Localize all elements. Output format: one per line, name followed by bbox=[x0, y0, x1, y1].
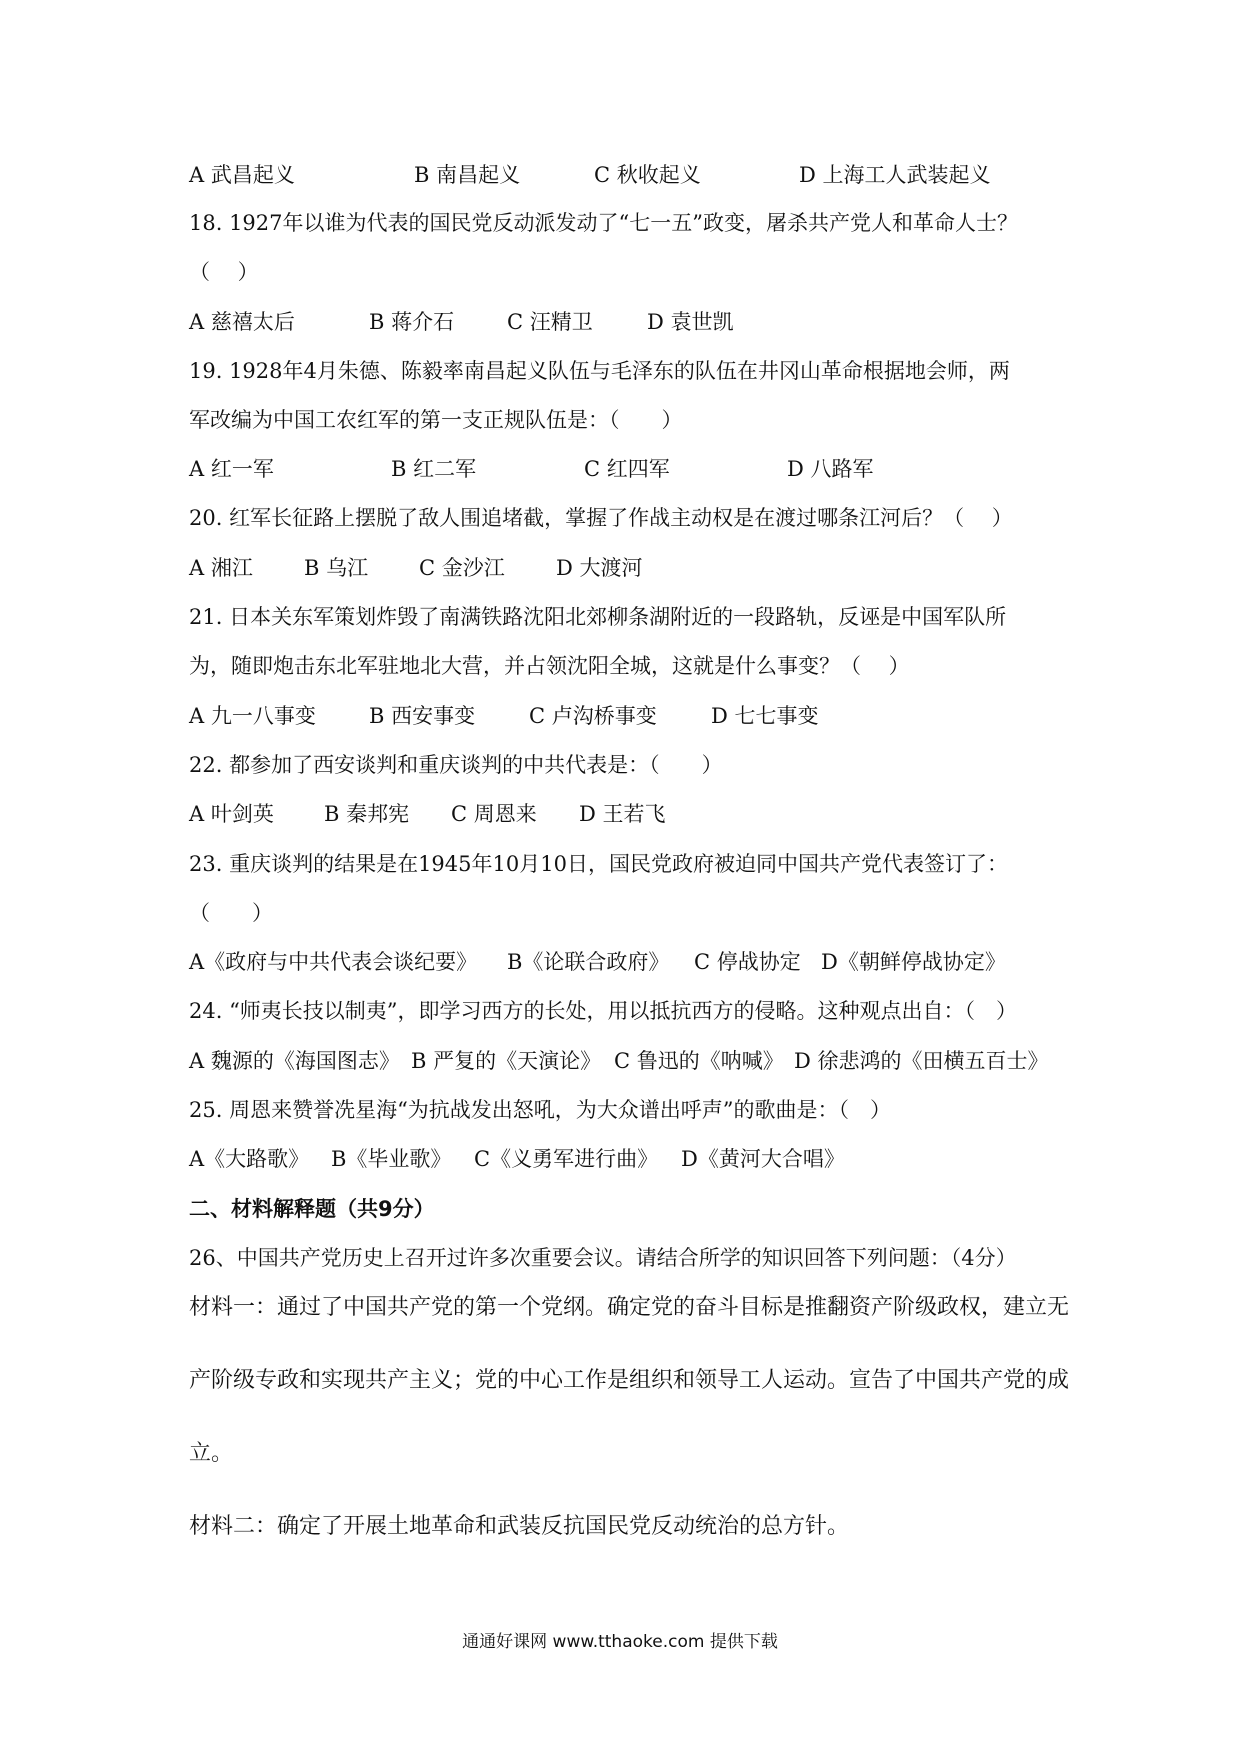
q25-question: 25. 周恩来赞誉冼星海“为抗战发出怒吼，为大众谱出呼声”的歌曲是：（ ） bbox=[189, 1098, 892, 1122]
q19-question-cont: 军改编为中国工农红军的第一支正规队伍是：（ ） bbox=[189, 408, 683, 432]
q23-option-c: C 停战协定 bbox=[694, 950, 801, 974]
q19-option-c: C 红四军 bbox=[584, 457, 670, 481]
q20-option-b: B 乌江 bbox=[304, 556, 369, 580]
q23-option-d: D《朝鲜停战协定》 bbox=[821, 950, 1006, 974]
q17-option-c: C 秋收起义 bbox=[594, 163, 701, 187]
q26-question: 26、中国共产党历史上召开过许多次重要会议。请结合所学的知识回答下列问题：（4分） bbox=[189, 1246, 1017, 1270]
material-1-line-3: 立。 bbox=[189, 1441, 234, 1466]
q22-option-b: B 秦邦宪 bbox=[324, 802, 410, 826]
q22-option-a: A 叶剑英 bbox=[189, 802, 274, 826]
q24-option-d: D 徐悲鸿的《田横五百士》 bbox=[794, 1049, 1049, 1073]
q18-option-b: B 蒋介石 bbox=[369, 310, 455, 334]
q18-answer-blank: （ ） bbox=[189, 260, 259, 284]
q22-question: 22. 都参加了西安谈判和重庆谈判的中共代表是：（ ） bbox=[189, 753, 723, 777]
q21-question-cont: 为，随即炮击东北军驻地北大营，并占领沈阳全城，这就是什么事变？（ ） bbox=[189, 654, 910, 678]
q21-option-d: D 七七事变 bbox=[711, 704, 819, 728]
q24-question: 24. “师夷长技以制夷”，即学习西方的长处，用以抵抗西方的侵略。这种观点出自：（ ） bbox=[189, 999, 1018, 1023]
q25-option-b: B《毕业歌》 bbox=[331, 1147, 452, 1171]
q19-option-d: D 八路军 bbox=[787, 457, 874, 481]
q18-question: 18. 1927年以谁为代表的国民党反动派发动了“七一五”政变，屠杀共产党人和革命人士？ bbox=[189, 211, 1018, 235]
q24-option-a: A 魏源的《海国图志》 bbox=[189, 1049, 400, 1073]
q25-option-c: C《义勇军进行曲》 bbox=[474, 1147, 659, 1171]
q22-option-d: D 王若飞 bbox=[579, 802, 666, 826]
q22-option-c: C 周恩来 bbox=[451, 802, 537, 826]
q23-question: 23. 重庆谈判的结果是在1945年10月10日，国民党政府被迫同中国共产党代表签订了： bbox=[189, 852, 1008, 876]
q23-option-a: A《政府与中共代表会谈纪要》 bbox=[189, 950, 478, 974]
footer-watermark: 通通好课网 www.tthaoke.com 提供下载 bbox=[462, 1632, 778, 1652]
q20-question: 20. 红军长征路上摆脱了敌人围追堵截，掌握了作战主动权是在渡过哪条江河后？（ ） bbox=[189, 506, 1013, 530]
q20-option-a: A 湘江 bbox=[189, 556, 253, 580]
material-1-line-1: 材料一：通过了中国共产党的第一个党纲。确定党的奋斗目标是推翻资产阶级政权，建立无 bbox=[189, 1295, 1070, 1320]
q23-answer-blank: （ ） bbox=[189, 901, 273, 925]
q24-option-b: B 严复的《天演论》 bbox=[411, 1049, 602, 1073]
q19-option-b: B 红二军 bbox=[391, 457, 477, 481]
section-title: 二、材料解释题（共9分） bbox=[189, 1197, 435, 1221]
q21-option-b: B 西安事变 bbox=[369, 704, 476, 728]
q19-option-a: A 红一军 bbox=[189, 457, 274, 481]
q23-option-b: B《论联合政府》 bbox=[507, 950, 670, 974]
q21-question: 21. 日本关东军策划炸毁了南满铁路沈阳北郊柳条湖附近的一段路轨，反诬是中国军队所 bbox=[189, 605, 1007, 629]
q24-option-c: C 鲁迅的《呐喊》 bbox=[614, 1049, 784, 1073]
q20-option-c: C 金沙江 bbox=[419, 556, 505, 580]
q18-option-a: A 慈禧太后 bbox=[189, 310, 295, 334]
q17-option-a: A 武昌起义 bbox=[189, 163, 295, 187]
q19-question: 19. 1928年4月朱德、陈毅率南昌起义队伍与毛泽东的队伍在井冈山革命根据地会师，两 bbox=[189, 359, 1010, 383]
q17-option-d: D 上海工人武装起义 bbox=[799, 163, 991, 187]
material-2: 材料二：确定了开展土地革命和武装反抗国民党反动统治的总方针。 bbox=[189, 1514, 850, 1539]
material-1-line-2: 产阶级专政和实现共产主义；党的中心工作是组织和领导工人运动。宣告了中国共产党的成 bbox=[189, 1368, 1070, 1393]
q25-option-d: D《黄河大合唱》 bbox=[681, 1147, 845, 1171]
q25-option-a: A《大路歌》 bbox=[189, 1147, 310, 1171]
q18-option-c: C 汪精卫 bbox=[507, 310, 593, 334]
q21-option-c: C 卢沟桥事变 bbox=[529, 704, 657, 728]
q20-option-d: D 大渡河 bbox=[556, 556, 643, 580]
q18-option-d: D 袁世凯 bbox=[647, 310, 734, 334]
q17-option-b: B 南昌起义 bbox=[414, 163, 521, 187]
q21-option-a: A 九一八事变 bbox=[189, 704, 316, 728]
